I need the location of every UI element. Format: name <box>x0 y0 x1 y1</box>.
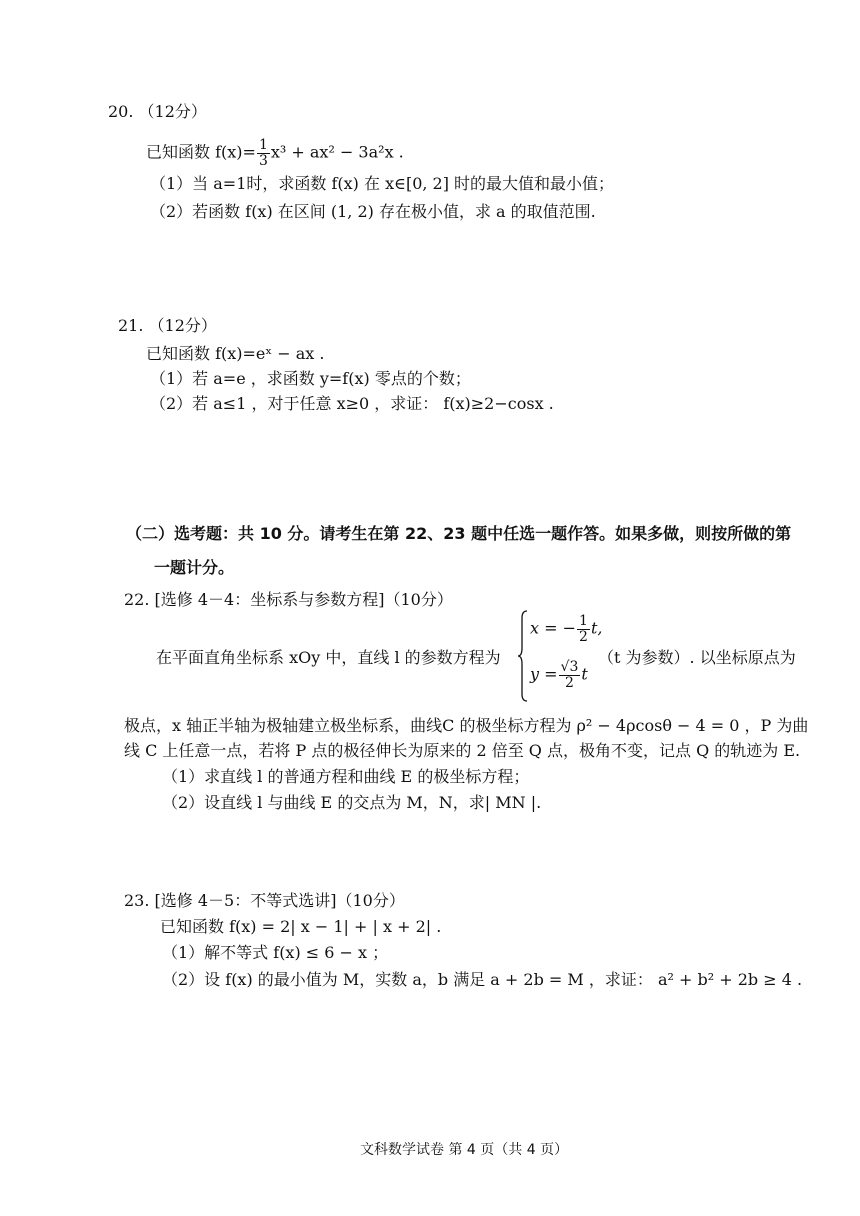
q22-stem-left: 在平面直角坐标系 xOy 中，直线 l 的参数方程为 <box>156 648 501 667</box>
q22-sys-y-left: y = <box>530 664 558 684</box>
q22-stem-right: （t 为参数）. 以坐标原点为 <box>598 648 796 667</box>
q22-sys-x-num: 1 <box>579 613 588 629</box>
q22-sys-x-row <box>530 614 602 644</box>
q22-parametric-system <box>518 610 608 702</box>
q22-line2: 极点，x 轴正半轴为极轴建立极坐标系，曲线C 的极坐标方程为 ρ² − 4ρcosθ − 4 = 0 ，P 为曲 <box>124 716 809 735</box>
q21-heading: 21. （12分） <box>118 316 217 335</box>
optional-section-line2: 一题计分。 <box>154 558 235 577</box>
q22-part1: （1）求直线 l 的普通方程和曲线 E 的极坐标方程； <box>162 767 530 786</box>
q22-sys-y-num: √3 <box>560 659 579 675</box>
q20-part1: （1）当 a=1时，求函数 f(x) 在 x∈[0, 2] 时的最大值和最小值； <box>150 174 615 193</box>
left-brace-icon <box>518 610 528 702</box>
q22-heading: 22. [选修 4－4：坐标系与参数方程]（10分） <box>124 590 453 609</box>
q20-heading: 20. （12分） <box>108 102 207 121</box>
q22-part2: （2）设直线 l 与曲线 E 的交点为 M，N，求| MN |. <box>162 793 542 812</box>
optional-section-line1: （二）选考题：共 10 分。请考生在第 22、23 题中任选一题作答。如果多做，则按所做的第 <box>126 524 792 543</box>
q22-sys-y-row <box>530 660 588 690</box>
q22-sys-y-frac <box>559 660 581 690</box>
q20-stem-fraction <box>257 138 270 168</box>
q22-sys-x-left: x = − <box>530 618 577 638</box>
q23-heading: 23. [选修 4－5：不等式选讲]（10分） <box>124 891 405 910</box>
q23-stem: 已知函数 f(x) = 2| x − 1| + | x + 2| . <box>160 917 442 936</box>
q22-sys-x-den: 2 <box>579 628 588 645</box>
q23-part1: （1）解不等式 f(x) ≤ 6 − x ； <box>162 943 389 962</box>
page-footer: 文科数学试卷 第 4 页（共 4 页） <box>360 1142 569 1158</box>
q22-sys-y-right: t <box>581 664 588 684</box>
q20-stem-suffix: x³ + ax² − 3a²x . <box>270 142 404 162</box>
q20-part2: （2）若函数 f(x) 在区间 (1, 2) 存在极小值，求 a 的取值范围. <box>150 202 596 221</box>
q22-sys-x-frac <box>577 614 590 644</box>
q22-line3: 线 C 上任意一点，若将 P 点的极径伸长为原来的 2 倍至 Q 点，极角不变，记点 Q 的轨迹为 E. <box>124 741 801 760</box>
q20-frac-num: 1 <box>258 137 268 153</box>
q21-part1: （1）若 a=e ，求函数 y=f(x) 零点的个数； <box>150 369 471 388</box>
q20-frac-den: 3 <box>258 152 268 169</box>
q22-sys-y-den: 2 <box>564 674 574 691</box>
q23-part2: （2）设 f(x) 的最小值为 M，实数 a，b 满足 a + 2b = M ，求证： a² + b² + 2b ≥ 4 . <box>162 970 803 989</box>
q21-stem: 已知函数 f(x)=eˣ − ax . <box>146 344 325 363</box>
q20-stem-prefix: 已知函数 f(x)= <box>146 142 256 162</box>
q20-stem <box>146 138 404 168</box>
q21-part2: （2）若 a≤1 ，对于任意 x≥0 ，求证： f(x)≥2−cosx . <box>150 394 554 413</box>
q22-sys-x-right: t, <box>590 618 603 638</box>
